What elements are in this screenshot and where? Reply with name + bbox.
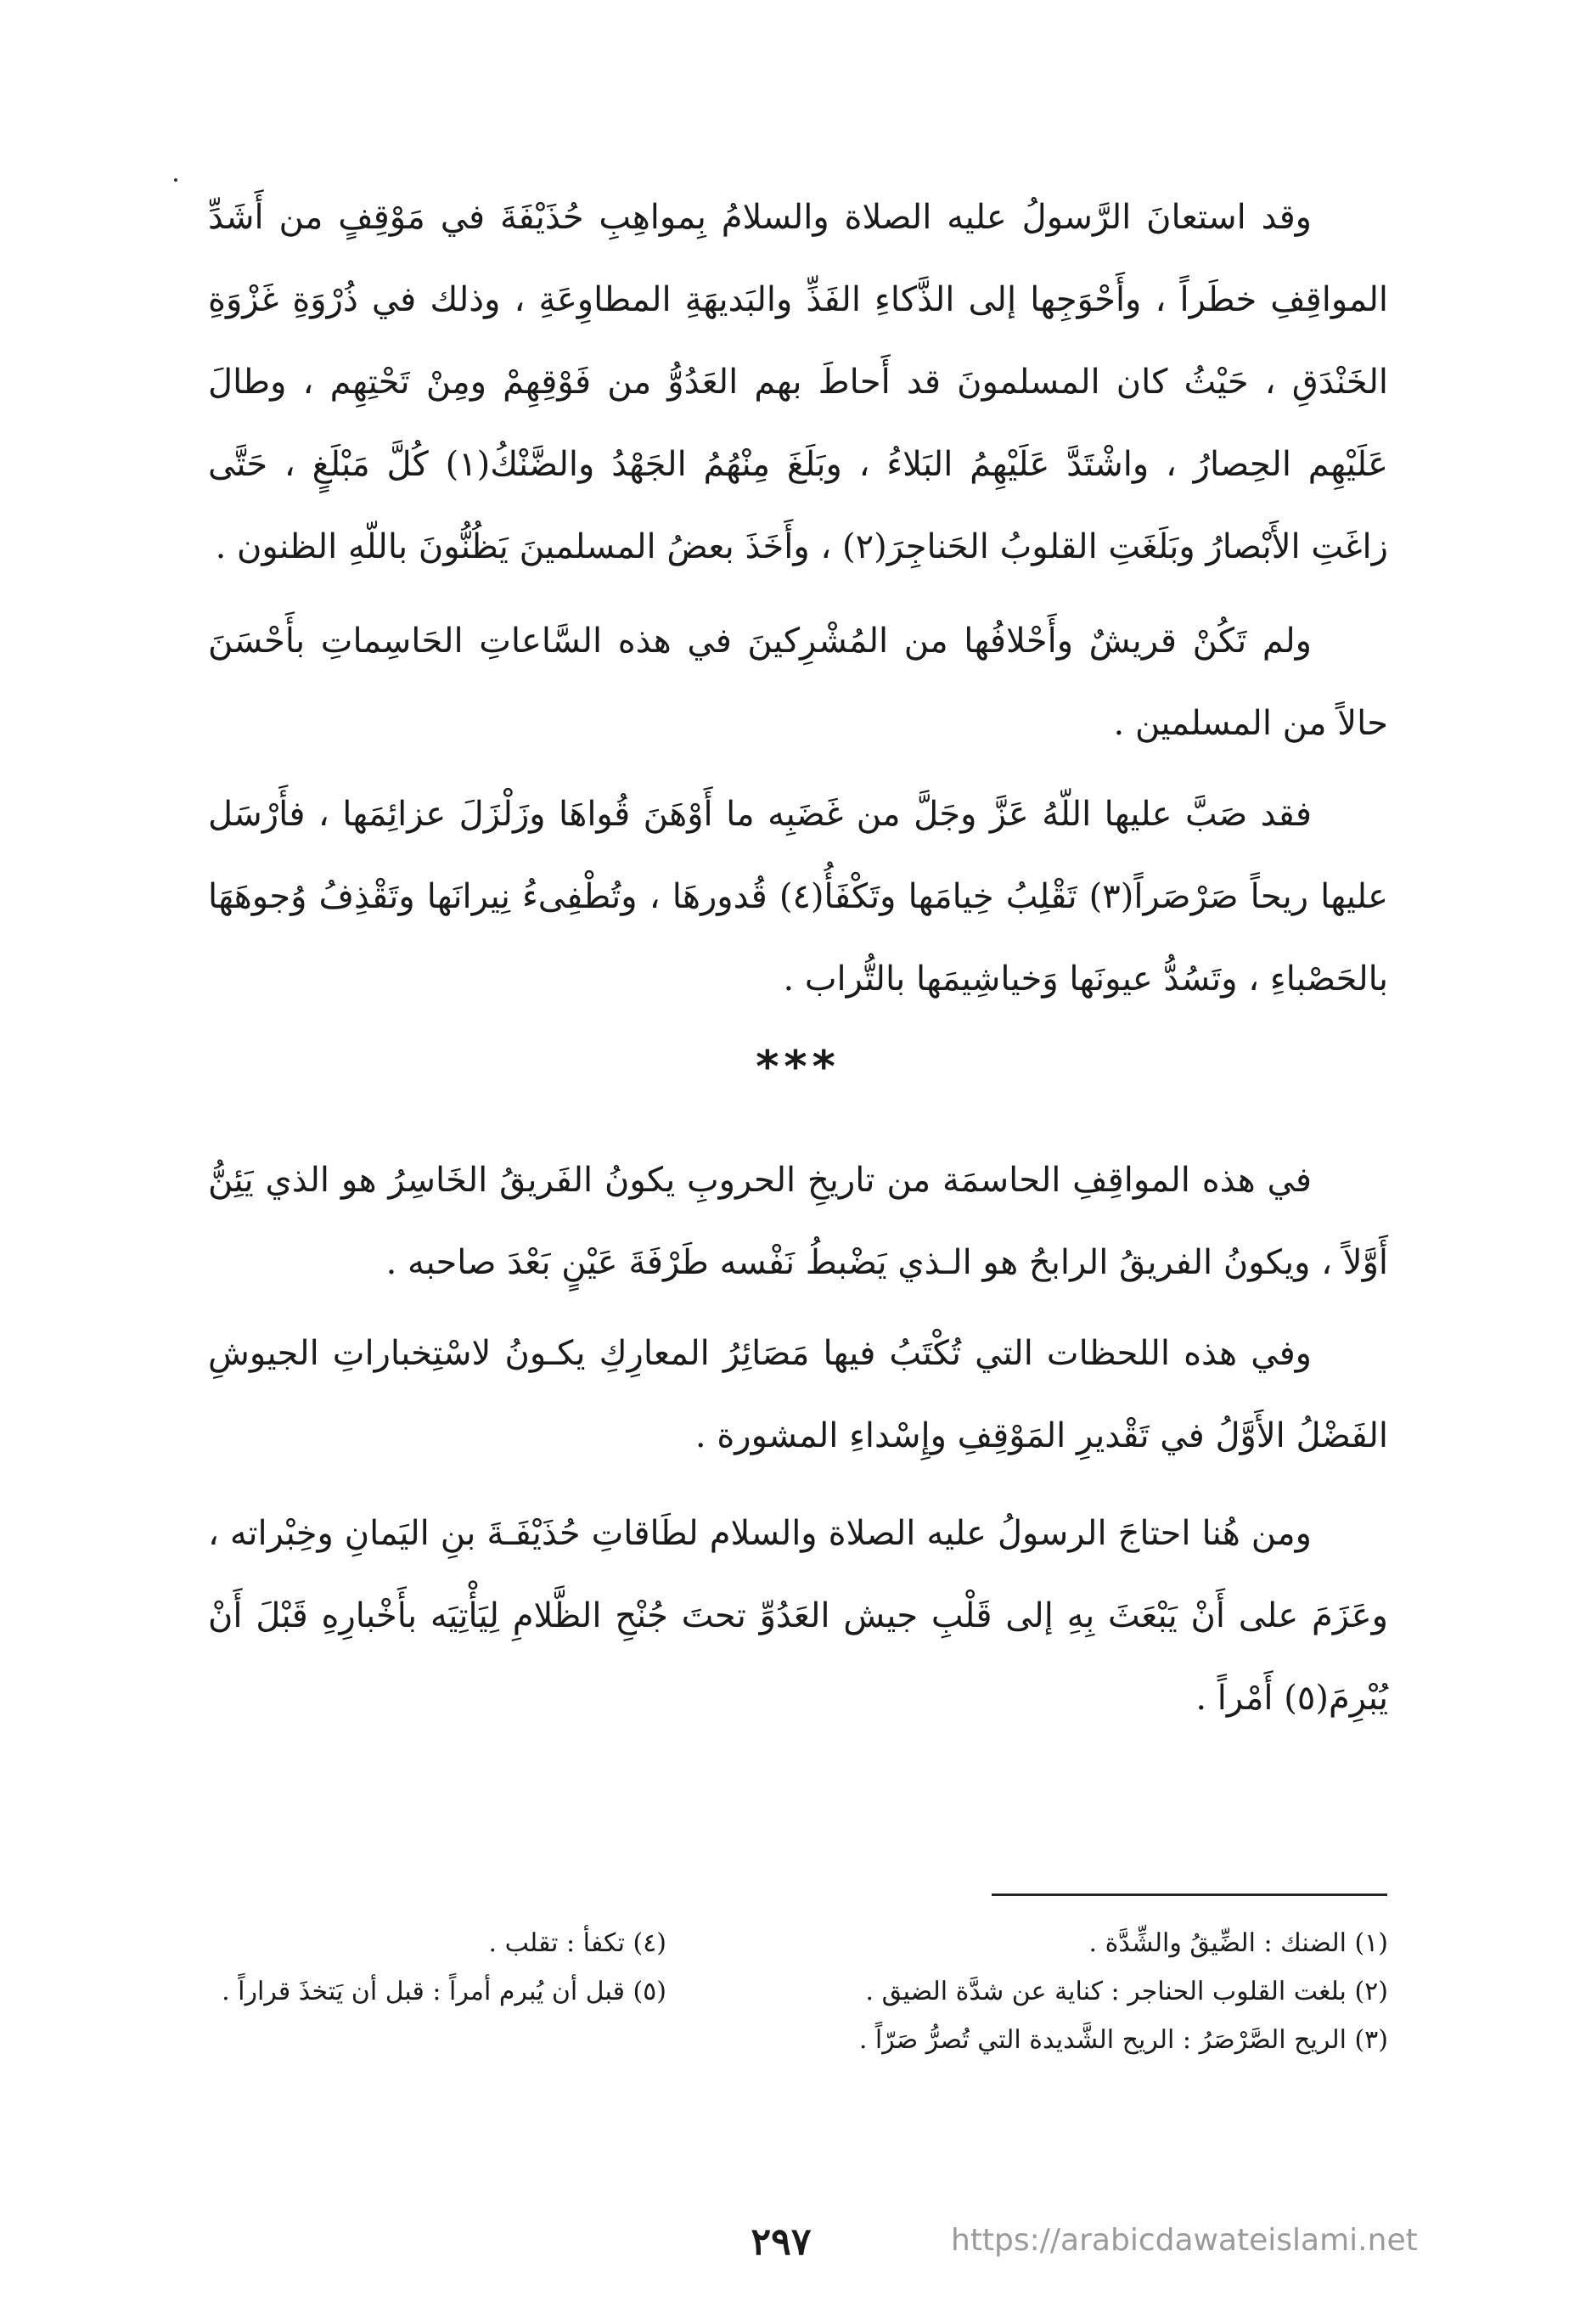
footnote: (٣) الريح الصَّرْصَرُ : الريح الشَّديدة التي تُصرُّ صَرّاً . <box>858 2025 1388 2055</box>
footnote: (٤) تكفأ : تقلب . <box>488 1928 666 1958</box>
paragraph: وقد استعانَ الرَّسولُ عليه الصلاة والسلامُ بِمواهِبِ حُذَيْفَةَ في مَوْقِفٍ من أَشَدِّ المواقِفِ خطَراً ، وأَحْوَجِها إلى الذَّكاءِ الفَذِّ والبَديهَةِ المطاوِعَةِ ، وذلك في ذُرْوَةِ غَزْوَةِ الخَنْدَقِ ، حَيْثُ كان المسلمونَ قد أَحاطَ بهم العَدُوُّ من فَوْقِهِمْ ومِنْ تَحْتِهِم ، وطالَ عَلَيْهِم الحِصارُ ، واشْتَدَّ عَلَيْهِمُ البَلاءُ ، وبَلَغَ مِنْهُمُ الجَهْدُ والضَّنْكُ(١) كُلَّ مَبْلَغٍ ، حَتَّى زاغَتِ الأَبْصارُ وبَلَغَتِ القلوبُ الحَناجِرَ(٢) ، وأَخَذَ بعضُ المسلمينَ يَظُنُّونَ باللّهِ الظنون . <box>208 198 1389 566</box>
footnote: (١) الضنك : الضِّيقُ والشِّدَّة . <box>1088 1928 1388 1958</box>
page-number: ٢٩٧ <box>751 2220 812 2264</box>
paragraph: ومن هُنا احتاجَ الرسولُ عليه الصلاة والسلام لطَاقاتِ حُذَيْفَـةَ بنِ اليَمانِ وخِبْراته ، وعَزَمَ على أَنْ يَبْعَثَ بِهِ إلى قَلْبِ جيش العَدُوِّ تحتَ جُنْحِ الظَّلامِ لِيَأْتِيَه بأَخْبارِهِ قَبْلَ أَنْ يُبْرِمَ(٥) أَمْراً . <box>208 1514 1388 1718</box>
footnote: (٥) قبل أن يُبرم أمراً : قبل أن يَتخذَ قراراً . <box>222 1977 666 2006</box>
scan-speck <box>174 178 177 182</box>
footnote: (٢) بلغت القلوب الحناجر : كناية عن شدَّة الضيق . <box>865 1977 1388 2006</box>
footnote-divider <box>992 1894 1387 1896</box>
paragraph: وفي هذه اللحظات التي تُكْتَبُ فيها مَصَائِرُ المعارِكِ يكـونُ لاسْتِخباراتِ الجيوشِ الفَضْلُ الأَوَّلُ في تَقْديرِ المَوْقِفِ وإِسْداءِ المشورة . <box>208 1334 1388 1455</box>
main-text <box>208 177 1388 1740</box>
footnotes-left-column <box>222 1919 666 2016</box>
section-separator: *** <box>756 1042 841 1093</box>
paragraph: فقد صَبَّ عليها اللّهُ عَزَّ وجَلَّ من غَضَبِه ما أَوْهَنَ قُواهَا وزَلْزَلَ عزائِمَها ، فأَرْسَل عليها ريحاً صَرْصَراً(٣) تَقْلِبُ خِيامَها وتَكْفَأُ(٤) قُدورهَا ، وتُطْفِىءُ نِيرانَها وتَقْذِفُ وُجوهَهَا بالحَصْباءِ ، وتَسُدُّ عيونَها وَخياشِيمَها بالتُّراب . <box>208 795 1388 999</box>
footnotes-right-column <box>859 1919 1388 2064</box>
paragraph: في هذه المواقِفِ الحاسمَة من تاريخِ الحروبِ يكونُ الفَريقُ الخَاسِرُ هو الذي يَئِنُّ أَوَّلاً ، ويكونُ الفريقُ الرابحُ هو الـذي يَضْبطُ نَفْسه طَرْفَةَ عَيْنٍ بَعْدَ صاحبه . <box>208 1161 1388 1282</box>
paragraph: ولم تَكُنْ قريشٌ وأَحْلافُها من المُشْرِكينَ في هذه السَّاعاتِ الحَاسِماتِ بأَحْسَنَ حالاً من المسلمين . <box>208 622 1388 743</box>
watermark-url: https://arabicdawateislami.net <box>951 2223 1418 2258</box>
